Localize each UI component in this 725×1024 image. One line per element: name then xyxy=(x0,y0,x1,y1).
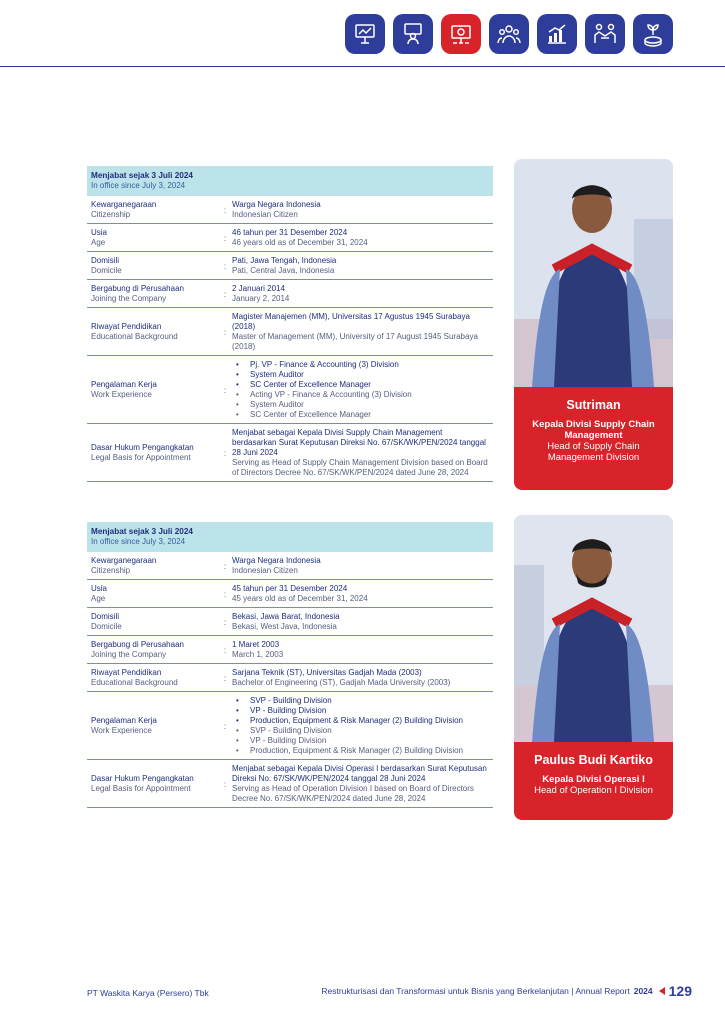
list-item: • System Auditor xyxy=(232,370,489,380)
value-en: January 2, 2014 xyxy=(232,294,290,303)
value-en: 46 years old as of December 31, 2024 xyxy=(232,238,368,247)
value-id: Warga Negara Indonesia xyxy=(232,556,321,565)
label-en: Educational Background xyxy=(91,332,178,341)
value-id: 45 tahun per 31 Desember 2024 xyxy=(232,584,348,593)
row-citizenship: Kewarganegaraan Citizenship : Warga Negara Indonesia Indonesian Citizen xyxy=(87,196,493,224)
list-item: • Acting VP - Finance & Accounting (3) Division xyxy=(232,390,489,400)
row-joining: Bergabung di Perusahaan Joining the Company : 2 Januari 2014 January 2, 2014 xyxy=(87,280,493,308)
value-en: Indonesian Citizen xyxy=(232,566,298,575)
list-item: • VP - Building Division xyxy=(232,706,489,716)
value-en: Serving as Head of Supply Chain Management Division based on Board of Directors Decree No. 67/SK/WK/PEN/2024 dated June 28, 2024 xyxy=(232,458,488,477)
footer-report xyxy=(321,983,692,999)
label-en: Joining the Company xyxy=(91,650,167,659)
value-en: March 1, 2003 xyxy=(232,650,284,659)
profile-table-1 xyxy=(87,166,493,482)
section-nav xyxy=(345,14,673,54)
page-number: 129 xyxy=(668,983,692,999)
value-id: Warga Negara Indonesia xyxy=(232,200,321,209)
nameplate xyxy=(514,387,673,490)
label-id: Riwayat Pendidikan xyxy=(91,322,162,331)
footer-year: 2024 xyxy=(633,986,653,996)
label-id: Usia xyxy=(91,228,108,237)
label-id: Bergabung di Perusahaan xyxy=(91,284,184,293)
label-en: Domicile xyxy=(91,622,122,631)
list-item: • SC Center of Excellence Manager xyxy=(232,380,489,390)
list-item: • Production, Equipment & Risk Manager (2) Building Division xyxy=(232,746,489,756)
list-item: • VP - Building Division xyxy=(232,736,489,746)
nameplate xyxy=(514,742,673,820)
profile-table-2 xyxy=(87,522,493,808)
value-id: Bekasi, Jawa Barat, Indonesia xyxy=(232,612,340,621)
portrait-photo xyxy=(514,159,673,387)
person-name: Sutriman xyxy=(566,398,621,412)
value-en: Master of Management (MM), University of 17 August 1945 Surabaya (2018) xyxy=(232,332,478,351)
value-en: Bekasi, West Java, Indonesia xyxy=(232,622,337,631)
row-citizenship: Kewarganegaraan Citizenship : Warga Negara Indonesia Indonesian Citizen xyxy=(87,552,493,580)
row-education: Riwayat Pendidikan Educational Background : Sarjana Teknik (ST), Universitas Gadjah Mada (2003) Bachelor of Engineering (ST), Gadjah Mada University (2003) xyxy=(87,664,493,692)
label-id: Riwayat Pendidikan xyxy=(91,668,162,677)
label-en: Work Experience xyxy=(91,390,152,399)
label-en: Legal Basis for Appointment xyxy=(91,784,191,793)
value-en: Indonesian Citizen xyxy=(232,210,298,219)
team-icon xyxy=(496,21,522,47)
label-id: Domisili xyxy=(91,256,119,265)
nav-speaker[interactable] xyxy=(393,14,433,54)
label-id: Bergabung di Perusahaan xyxy=(91,640,184,649)
nav-team[interactable] xyxy=(489,14,529,54)
label-id: Domisili xyxy=(91,612,119,621)
label-id: Kewarganegaraan xyxy=(91,556,157,565)
profile-header xyxy=(87,166,493,196)
row-domicile: Domisili Domicile : Pati, Jawa Tengah, Indonesia Pati, Central Java, Indonesia xyxy=(87,252,493,280)
portrait-card-1 xyxy=(514,159,673,490)
tenure-id: Menjabat sejak 3 Juli 2024 xyxy=(91,527,193,536)
handshake-icon xyxy=(592,21,618,47)
footer-report-title: Restrukturisasi dan Transformasi untuk Bisnis yang Berkelanjutan | Annual Report xyxy=(321,986,630,996)
value-en: Bachelor of Engineering (ST), Gadjah Mada University (2003) xyxy=(232,678,451,687)
row-legal-basis: Dasar Hukum Pengangkatan Legal Basis for Appointment : Menjabat sebagai Kepala Divisi Operasi I berdasarkan Surat Keputusan Direksi No. 67/SK/WK/PEN/2024 tanggal 28 Juni 2024 Serving as Head of Operation Division I based on Board of Directors Decree No. 67/SK/WK/PEN/2024 dated June 28, 2024 xyxy=(87,760,493,808)
label-id: Dasar Hukum Pengangkatan xyxy=(91,443,194,452)
profile-header xyxy=(87,522,493,552)
nav-presentation[interactable] xyxy=(345,14,385,54)
label-en: Educational Background xyxy=(91,678,178,687)
sustainability-icon xyxy=(640,21,666,47)
tenure-en: In office since July 3, 2024 xyxy=(91,181,186,190)
label-en: Work Experience xyxy=(91,726,152,735)
portrait-photo xyxy=(514,515,673,742)
value-id: Sarjana Teknik (ST), Universitas Gadjah Mada (2003) xyxy=(232,668,422,677)
label-id: Pengalaman Kerja xyxy=(91,380,157,389)
label-en: Citizenship xyxy=(91,210,131,219)
value-id: Menjabat sebagai Kepala Divisi Operasi I berdasarkan Surat Keputusan Direksi No. 67/SK/WK/PEN/2024 tanggal 28 Juni 2024 xyxy=(232,764,487,783)
value-id: 1 Maret 2003 xyxy=(232,640,280,649)
nav-network-settings[interactable] xyxy=(441,14,481,54)
experience-list xyxy=(232,360,489,420)
tenure-id: Menjabat sejak 3 Juli 2024 xyxy=(91,171,193,180)
label-en: Joining the Company xyxy=(91,294,167,303)
nav-growth-chart[interactable] xyxy=(537,14,577,54)
row-joining: Bergabung di Perusahaan Joining the Company : 1 Maret 2003 March 1, 2003 xyxy=(87,636,493,664)
portrait-card-2 xyxy=(514,515,673,820)
label-en: Citizenship xyxy=(91,566,131,575)
position-id: Kepala Divisi Supply Chain Management xyxy=(532,419,655,441)
value-en: Serving as Head of Operation Division I based on Board of Directors Decree No. 67/SK/WK/PEN/2024 dated June 28, 2024 xyxy=(232,784,474,803)
row-education: Riwayat Pendidikan Educational Background : Magister Manajemen (MM), Universitas 17 Agustus 1945 Surabaya (2018) Master of Management (MM), University of 17 August 1945 Surabaya (2018) xyxy=(87,308,493,356)
speaker-icon xyxy=(400,21,426,47)
label-en: Legal Basis for Appointment xyxy=(91,453,191,462)
experience-list xyxy=(232,696,489,756)
list-item: • System Auditor xyxy=(232,400,489,410)
position-en: Head of Supply Chain Management Division xyxy=(547,441,640,463)
label-id: Dasar Hukum Pengangkatan xyxy=(91,774,194,783)
label-en: Age xyxy=(91,238,106,247)
value-en: Pati, Central Java, Indonesia xyxy=(232,266,335,275)
row-age: Usia Age : 46 tahun per 31 Desember 2024 46 years old as of December 31, 2024 xyxy=(87,224,493,252)
value-id: 46 tahun per 31 Desember 2024 xyxy=(232,228,348,237)
value-id: Menjabat sebagai Kepala Divisi Supply Chain Management berdasarkan Surat Keputusan Direksi No. 67/SK/WK/PEN/2024 tanggal 28 Juni 2024 xyxy=(232,428,486,457)
nav-sustainability[interactable] xyxy=(633,14,673,54)
list-item: • SVP - Building Division xyxy=(232,696,489,706)
label-en: Domicile xyxy=(91,266,122,275)
tenure-en: In office since July 3, 2024 xyxy=(91,537,186,546)
footer-company: PT Waskita Karya (Persero) Tbk xyxy=(87,988,209,998)
value-id: Magister Manajemen (MM), Universitas 17 Agustus 1945 Surabaya (2018) xyxy=(232,312,470,331)
list-item: • SVP - Building Division xyxy=(232,726,489,736)
label-id: Pengalaman Kerja xyxy=(91,716,157,725)
list-item: • Pj. VP - Finance & Accounting (3) Division xyxy=(232,360,489,370)
list-item: • SC Center of Excellence Manager xyxy=(232,410,489,420)
row-experience: Pengalaman Kerja Work Experience : • Pj. VP - Finance & Accounting (3) Division • System Auditor • SC Center of Excellence Manager • Acting VP - Finance & Accounting (3) Division • System Auditor • SC Center of Excellence Manager xyxy=(87,356,493,424)
list-item: • Production, Equipment & Risk Manager (2) Building Division xyxy=(232,716,489,726)
row-domicile: Domisili Domicile : Bekasi, Jawa Barat, Indonesia Bekasi, West Java, Indonesia xyxy=(87,608,493,636)
row-experience: Pengalaman Kerja Work Experience : • SVP - Building Division • VP - Building Division • Production, Equipment & Risk Manager (2) Building Division • SVP - Building Division • VP - Building Division • Production, Equipment & Risk Manager (2) Building Division xyxy=(87,692,493,760)
label-en: Age xyxy=(91,594,106,603)
position-id: Kepala Divisi Operasi I xyxy=(542,774,645,785)
value-id: 2 Januari 2014 xyxy=(232,284,285,293)
label-id: Kewarganegaraan xyxy=(91,200,157,209)
nav-handshake[interactable] xyxy=(585,14,625,54)
value-en: 45 years old as of December 31, 2024 xyxy=(232,594,368,603)
network-settings-icon xyxy=(448,21,474,47)
label-id: Usia xyxy=(91,584,108,593)
row-age: Usia Age : 45 tahun per 31 Desember 2024 45 years old as of December 31, 2024 xyxy=(87,580,493,608)
position-en: Head of Operation I Division xyxy=(534,785,653,796)
caret-left-icon xyxy=(659,987,665,995)
growth-chart-icon xyxy=(544,21,570,47)
person-name: Paulus Budi Kartiko xyxy=(534,753,653,767)
row-legal-basis: Dasar Hukum Pengangkatan Legal Basis for Appointment : Menjabat sebagai Kepala Divisi Supply Chain Management berdasarkan Surat Keputusan Direksi No. 67/SK/WK/PEN/2024 tanggal 28 Juni 2024 Serving as Head of Supply Chain Management Division based on Board of Directors Decree No. 67/SK/WK/PEN/2024 dated June 28, 2024 xyxy=(87,424,493,482)
header-divider xyxy=(0,66,725,67)
presentation-icon xyxy=(352,21,378,47)
value-id: Pati, Jawa Tengah, Indonesia xyxy=(232,256,337,265)
